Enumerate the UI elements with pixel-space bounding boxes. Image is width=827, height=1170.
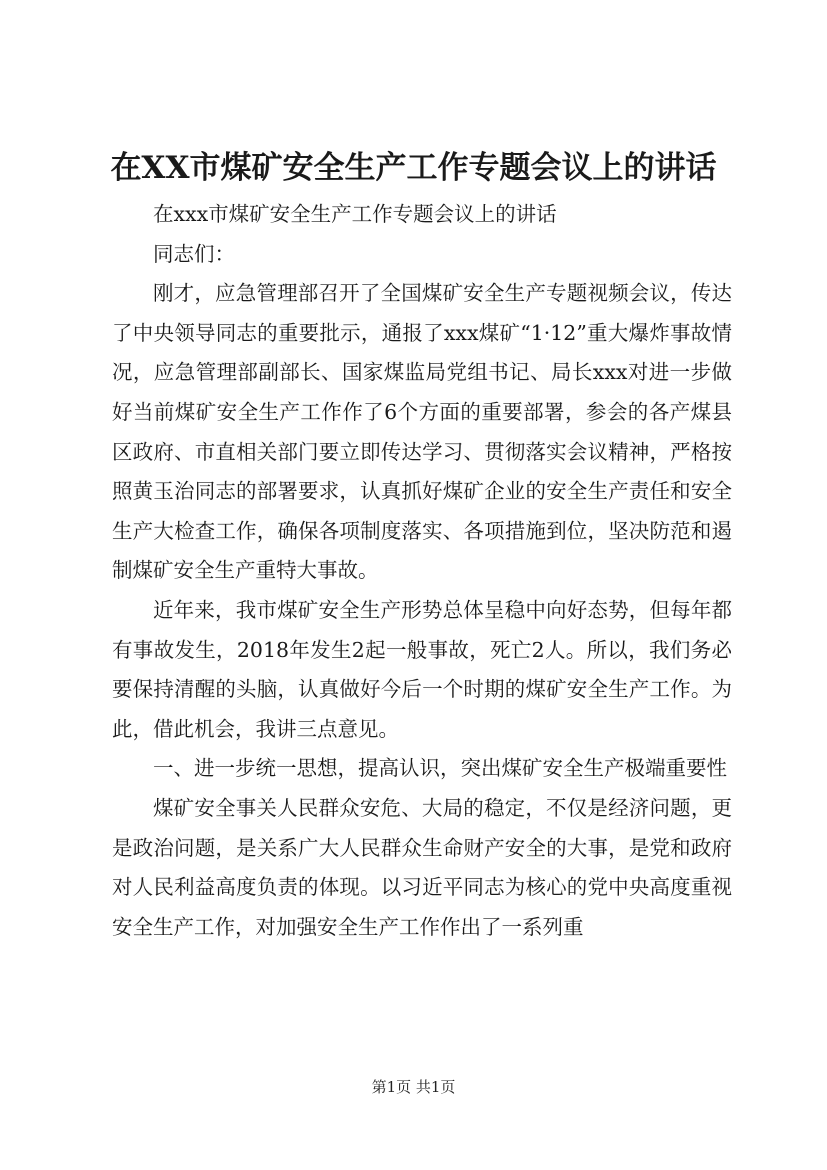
document-title: 在XX市煤矿安全生产工作专题会议上的讲话 <box>110 150 717 186</box>
paragraph-salutation: 同志们： <box>153 241 235 266</box>
paragraph-meeting-summary: 刚才，应急管理部召开了全国煤矿安全生产专题视频会议，传达了中央领导同志的重要批示，通报了xxx煤矿“1·12”重大爆炸事故情况，应急管理部副部长、国家煤监局党组书记、局长xxx对进一步做好当前煤矿安全生产工作作了6个方面的重要部署，参会的各产煤县区政府、市直相关部门要立即传达学习、贯彻落实会议精神，严格按照黄玉治同志的部署要求，认真抓好煤矿企业的安全生产责任和安全生产大检查工作，确保各项制度落实、各项措施到位，坚决防范和遏制煤矿安全生产重特大事故。 <box>112 281 732 583</box>
paragraph-section-heading-1: 一、进一步统一思想，提高认识，突出煤矿安全生产极端重要性 <box>153 756 727 781</box>
paragraph-subtitle: 在xxx市煤矿安全生产工作专题会议上的讲话 <box>153 202 557 226</box>
document-body <box>112 195 732 947</box>
paragraph-recent-situation: 近年来，我市煤矿安全生产形势总体呈稳中向好态势，但每年都有事故发生，2018年发生2起一般事故，死亡2人。所以，我们务必要保持清醒的头脑，认真做好今后一个时期的煤矿安全生产工作。为此，借此机会，我讲三点意见。 <box>112 597 732 741</box>
page-footer: 第1页 共1页 <box>371 1078 456 1096</box>
paragraph-safety-importance: 煤矿安全事关人民群众安危、大局的稳定，不仅是经济问题，更是政治问题，是关系广大人民群众生命财产安全的大事，是党和政府对人民利益高度负责的体现。以习近平同志为核心的党中央高度重视安全生产工作，对加强安全生产工作作出了一系列重 <box>112 795 732 939</box>
